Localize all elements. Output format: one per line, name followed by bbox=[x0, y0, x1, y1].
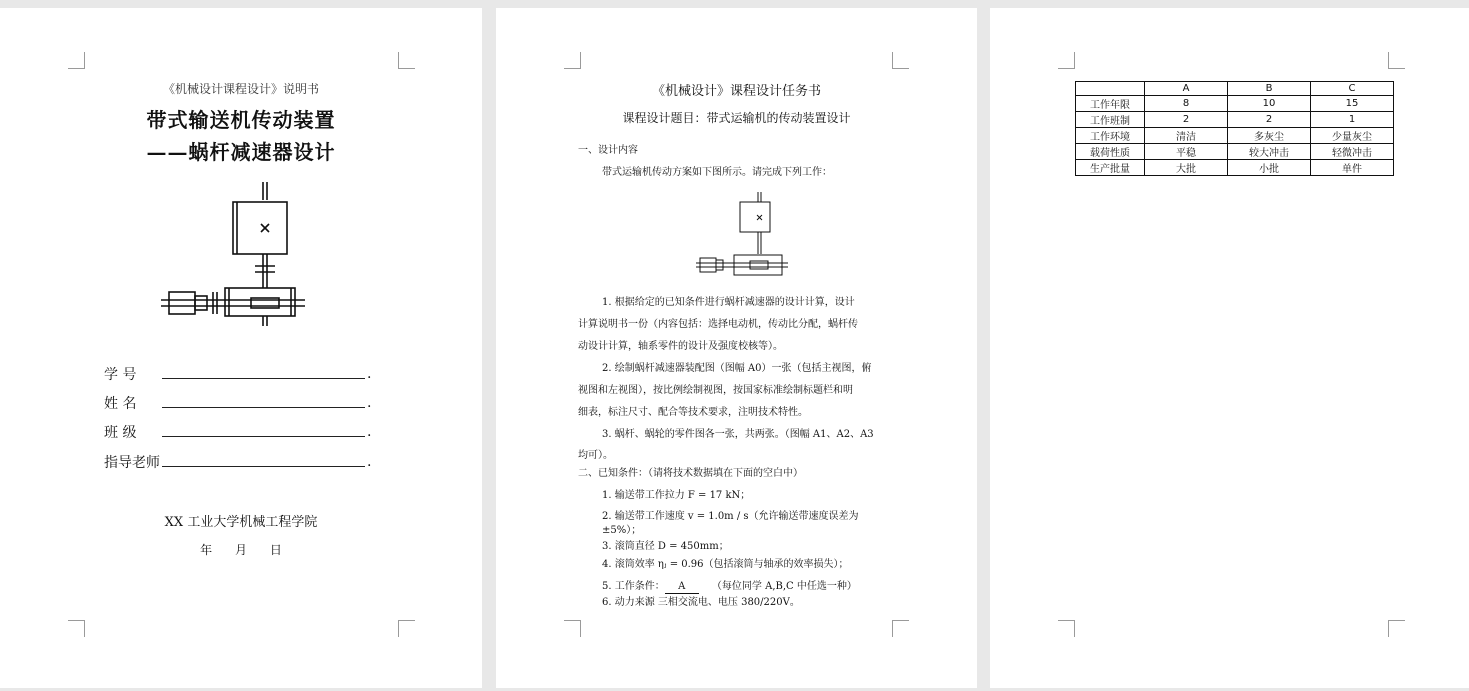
cover-subtitle: 《机械设计课程设计》说明书 bbox=[162, 82, 319, 96]
item2-line3: 细表，标注尺寸、配合等技术要求，注明技术特性。 bbox=[578, 407, 808, 418]
crop-mark bbox=[1058, 620, 1075, 637]
name-field[interactable]: 姓 名 . bbox=[104, 395, 372, 412]
crop-mark bbox=[564, 620, 581, 637]
crop-mark bbox=[1388, 620, 1405, 637]
condition-4: 4. 滚筒效率 ηⱼ = 0.96（包括滚筒与轴承的效率损失）； bbox=[602, 559, 849, 570]
crop-mark bbox=[564, 52, 581, 69]
item1-line2: 计算说明书一份（内容包括：选择电动机，传动比分配，蜗杆传 bbox=[578, 319, 858, 330]
table-header-row: A B C bbox=[1076, 82, 1394, 96]
section-heading-2: 二、已知条件：（请将技术数据填在下面的空白中） bbox=[578, 468, 803, 479]
transmission-diagram-small bbox=[694, 192, 790, 276]
crop-mark bbox=[398, 52, 415, 69]
table-row: 生产批量 大批 小批 单件 bbox=[1076, 160, 1394, 176]
condition-5: 5. 工作条件： A （每位同学 A,B,C 中任选一种） bbox=[602, 581, 857, 592]
school-name: XX 工业大学机械工程学院 bbox=[164, 515, 318, 530]
crop-mark bbox=[68, 620, 85, 637]
table-row: 工作班制 2 2 1 bbox=[1076, 112, 1394, 128]
table-row: 载荷性质 平稳 较大冲击 轻微冲击 bbox=[1076, 144, 1394, 160]
item2-line2: 视图和左视图），按比例绘制视图，按国家标准绘制标题栏和明 bbox=[578, 385, 853, 396]
item3-line2: 均可）。 bbox=[578, 450, 613, 461]
work-condition-choice[interactable]: A bbox=[665, 580, 699, 594]
class-field[interactable]: 班 级 . bbox=[104, 424, 372, 441]
condition-1: 1. 输送带工作拉力 F = 17 kN； bbox=[602, 490, 751, 501]
intro-text: 带式运输机传动方案如下图所示。请完成下列工作： bbox=[602, 167, 832, 178]
item1-line3: 动设计计算，轴系零件的设计及强度校核等）。 bbox=[578, 341, 783, 352]
crop-mark bbox=[1388, 52, 1405, 69]
field-label: 指导老师 bbox=[104, 455, 160, 471]
crop-mark bbox=[892, 52, 909, 69]
section-heading-1: 一、设计内容 bbox=[578, 145, 638, 156]
student-id-field[interactable]: 学 号 . bbox=[104, 366, 372, 383]
crop-mark bbox=[1058, 52, 1075, 69]
document-page-cover bbox=[0, 8, 482, 688]
field-label: 姓 名 bbox=[104, 396, 137, 412]
transmission-diagram bbox=[155, 180, 315, 326]
item2-line1: 2. 绘制蜗杆减速器装配图（图幅 A0）一张（包括主视图，俯 bbox=[602, 363, 872, 374]
crop-mark bbox=[68, 52, 85, 69]
cover-title-line1: 带式输送机传动装置 bbox=[146, 108, 336, 132]
work-condition-table bbox=[1075, 81, 1394, 176]
crop-mark bbox=[398, 620, 415, 637]
table-row: 工作环境 清洁 多灰尘 少量灰尘 bbox=[1076, 128, 1394, 144]
item3-line1: 3. 蜗杆、蜗轮的零件图各一张，共两张。（图幅 A1、A2、A3 bbox=[602, 429, 874, 440]
condition-2-line2: ±5%）； bbox=[602, 525, 642, 536]
condition-3: 3. 滚筒直径 D = 450mm； bbox=[602, 541, 729, 552]
condition-6: 6. 动力来源 三相交流电、电压 380/220V。 bbox=[602, 597, 800, 608]
condition-2-line1: 2. 输送带工作速度 v = 1.0m / s（允许输送带速度误差为 bbox=[602, 511, 859, 522]
cover-title-line2: ——蜗杆减速器设计 bbox=[146, 140, 336, 164]
task-title: 《机械设计》课程设计任务书 bbox=[651, 84, 821, 99]
field-label: 学 号 bbox=[104, 367, 137, 383]
table-row: 工作年限 8 10 15 bbox=[1076, 96, 1394, 112]
task-topic: 课程设计题目：带式运输机的传动装置设计 bbox=[622, 111, 851, 125]
cover-date: 年 月 日 bbox=[200, 543, 282, 557]
field-label: 班 级 bbox=[104, 425, 137, 441]
crop-mark bbox=[892, 620, 909, 637]
advisor-field[interactable]: 指导老师 . bbox=[104, 454, 372, 471]
document-page-table bbox=[990, 8, 1469, 688]
item1-line1: 1. 根据给定的已知条件进行蜗杆减速器的设计计算，设计 bbox=[602, 297, 855, 308]
document-page-task bbox=[496, 8, 977, 688]
